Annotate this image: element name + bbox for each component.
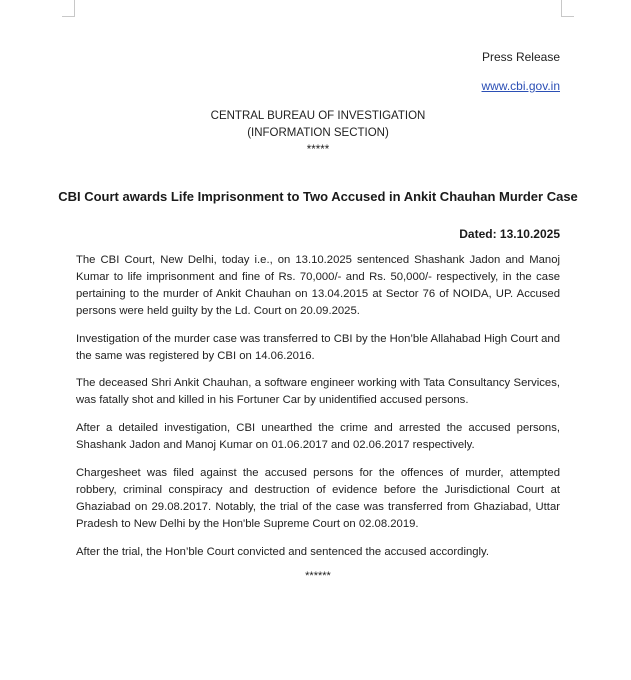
press-release-label: Press Release bbox=[481, 50, 560, 64]
paragraph: The deceased Shri Ankit Chauhan, a software engineer working with Tata Consultancy Services, was fatally shot and killed in his Fortuner Car by unidentified accused persons. bbox=[76, 377, 560, 407]
agency-header bbox=[0, 108, 631, 159]
body-text bbox=[76, 252, 560, 572]
agency-section: (INFORMATION SECTION) bbox=[247, 127, 389, 139]
paragraph: After the trial, the Hon’ble Court convicted and sentenced the accused accordingly. bbox=[76, 545, 489, 558]
paragraph: Investigation of the murder case was transferred to CBI by the Hon’ble Allahabad High Court and the same was registered by CBI on 14.06.2016. bbox=[76, 332, 560, 362]
headline: CBI Court awards Life Imprisonment to Two Accused in Ankit Chauhan Murder Case bbox=[58, 189, 578, 204]
paragraph: After a detailed investigation, CBI unearthed the crime and arrested the accused persons, Shashank Jadon and Manoj Kumar on 01.06.2017 and 02.06.2017 respectively. bbox=[76, 422, 560, 452]
agency-name: CENTRAL BUREAU OF INVESTIGATION bbox=[210, 110, 426, 122]
crop-mark-right bbox=[561, 0, 574, 17]
end-stars: ****** bbox=[305, 570, 331, 582]
paragraph: The CBI Court, New Delhi, today i.e., on 13.10.2025 sentenced Shashank Jadon and Manoj Kumar to life imprisonment and fine of Rs. 70,000/- and Rs. 50,000/- respectively, in the case pertaining to the murder of Ankit Chauhan on 13.04.2015 at Sector 76 of NOIDA, UP. Accused persons were held guilty by the Ld. Court on 20.09.2025. bbox=[76, 254, 560, 317]
website-link[interactable]: www.cbi.gov.in bbox=[481, 79, 560, 93]
crop-mark-left bbox=[62, 0, 75, 17]
paragraph: Chargesheet was filed against the accused persons for the offences of murder, attempted robbery, criminal conspiracy and destruction of evidence before the Jurisdictional Court at Ghaziabad on 29.08.2017. Notably, the trial of the case was transferred from Ghaziabad, Uttar Pradesh to New Delhi by the Hon'ble Supreme Court on 02.08.2019. bbox=[76, 467, 560, 530]
dated: Dated: 13.10.2025 bbox=[459, 227, 560, 241]
header-stars: ***** bbox=[306, 144, 330, 156]
